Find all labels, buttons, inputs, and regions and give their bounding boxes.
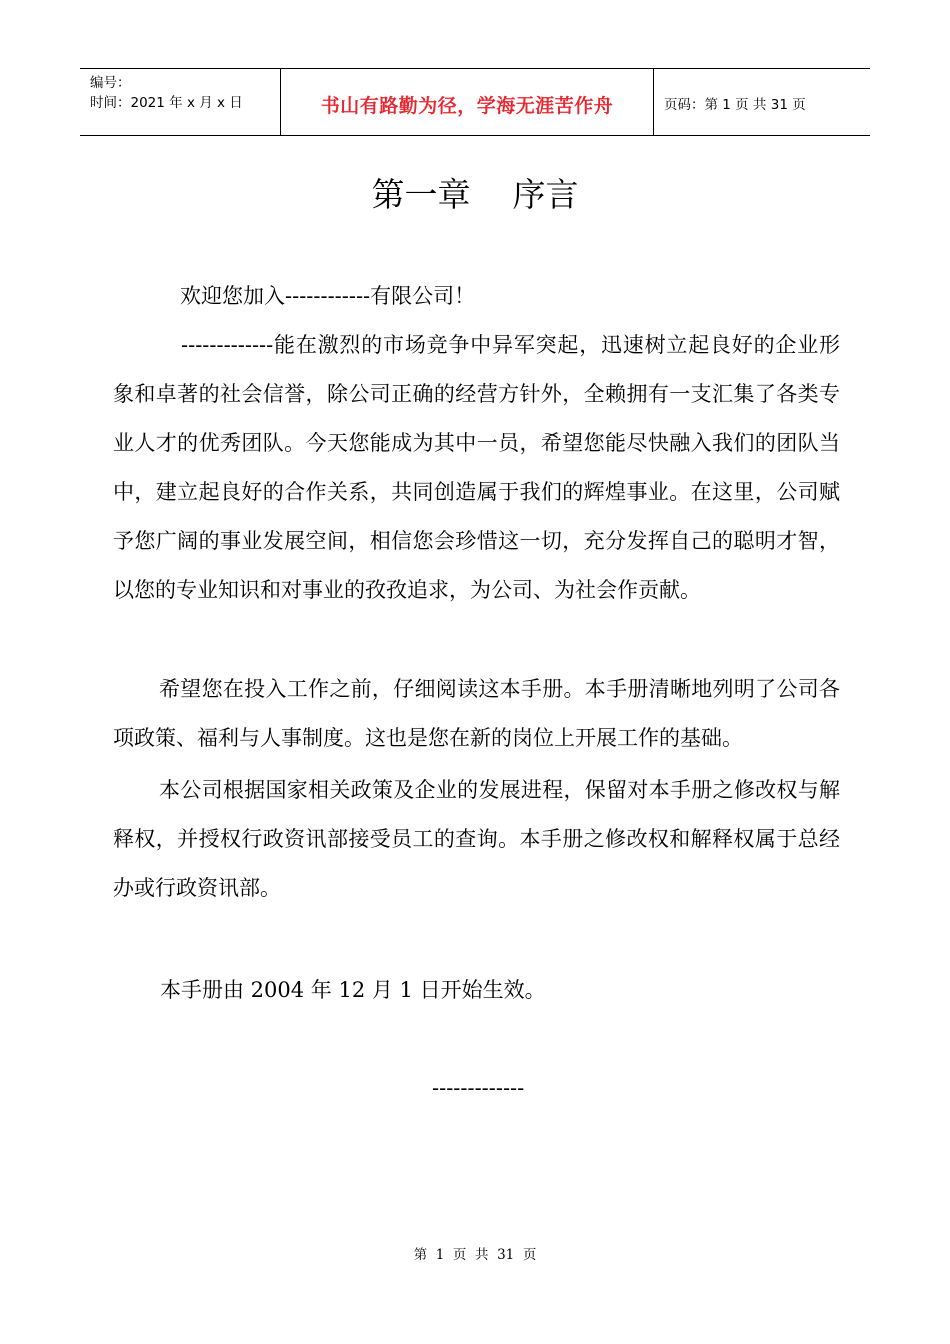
header-page-info: 页码：第 1 页 共 31 页 xyxy=(664,97,806,113)
intro-paragraph: -------------能在激烈的市场竞争中异军突起，迅速树立起良好的企业形象和卓著的社会信誉，除公司正确的经营方针外，全赖拥有一支汇集了各类专业人才的优秀团队。今天您能成为其中一员，希望您能尽快融入我们的团队当中，建立起良好的合作关系，共同创造属于我们的辉煌事业。在这里，公司赋予您广阔的事业发展空间，相信您会珍惜这一切，充分发挥自己的聪明才智，以您的专业知识和对事业的孜孜追求，为公司、为社会作贡献。 xyxy=(113,333,840,602)
effective-date-paragraph: 本手册由 2004 年 12 月 1 日开始生效。 xyxy=(160,978,546,1002)
header-page-cell xyxy=(654,69,870,135)
header-meta-cell xyxy=(80,69,281,135)
signature-placeholder: ------------- xyxy=(432,1076,525,1100)
header-motto-cell xyxy=(281,69,654,135)
chapter-title: 第一章 序言 xyxy=(371,175,579,214)
welcome-paragraph: 欢迎您加入------------有限公司！ xyxy=(180,284,476,308)
read-handbook-paragraph: 希望您在投入工作之前，仔细阅读这本手册。本手册清晰地列明了公司各项政策、福利与人事制度。这也是您在新的岗位上开展工作的基础。 xyxy=(113,677,840,750)
motto-text: 书山有路勤为径，学海无涯苦作舟 xyxy=(320,94,614,117)
date-label: 时间：2021 年 x 月 x 日 xyxy=(90,95,243,111)
rights-paragraph: 本公司根据国家相关政策及企业的发展进程，保留对本手册之修改权与解释权，并授权行政资讯部接受员工的查询。本手册之修改权和解释权属于总经办或行政资讯部。 xyxy=(113,778,840,900)
serial-number-label: 编号： xyxy=(90,75,131,91)
page-footer: 第 1 页 共 31 页 xyxy=(413,1247,537,1263)
page-header xyxy=(80,68,870,136)
